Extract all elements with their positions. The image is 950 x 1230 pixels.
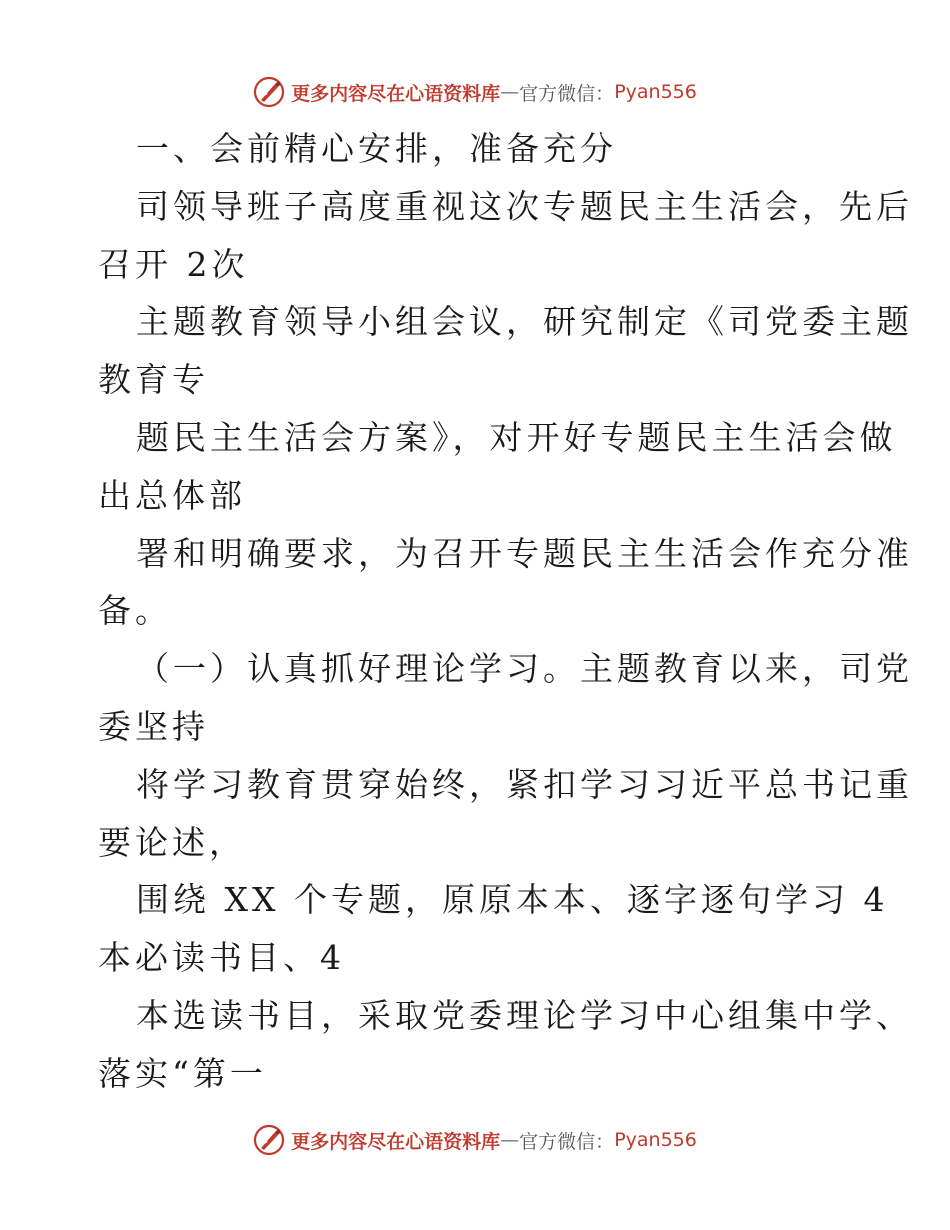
text-line: 围绕 XX 个专题，原原本本、逐字逐句学习 4 [136,880,889,920]
footer-banner [0,1120,950,1160]
banner-contact-label: 官方微信： [519,1130,615,1153]
text-line: 召开 2次 [98,244,249,284]
quill-pen-icon [253,1124,285,1156]
text-line: 署和明确要求，为召开专题民主生活会作充分准 [136,533,913,573]
banner-dash: — [500,1129,520,1151]
document-body [98,120,913,1103]
section-heading: 一、会前精心安排，准备充分 [136,129,617,168]
text-line: 本选读书目，采取党委理论学习中心组集中学、 [136,995,913,1035]
header-banner [0,72,950,112]
text-line: 落实“第一 [98,1053,267,1093]
text-line: 本必读书目、4 [98,938,345,978]
text-line: 要论述， [98,822,246,862]
banner-brand: 更多内容尽在心语资料库 [291,1130,501,1153]
subsection-line: （一）认真抓好理论学习。主题教育以来，司党 [136,649,913,689]
quill-pen-icon [253,76,285,108]
text-line: 主题教育领导小组会议，研究制定《司党委主题 [136,302,913,342]
text-line: 教育专 [98,360,209,400]
banner-dash: — [500,81,520,103]
banner-contact-label: 官方微信： [519,82,615,105]
banner-contact-id: Pyan556 [614,81,697,103]
text-line: 将学习教育贯穿始终，紧扣学习习近平总书记重 [136,764,913,804]
text-line: 出总体部 [98,475,246,515]
text-line: 题民主生活会方案》，对开好专题民主生活会做 [136,417,897,457]
text-line: 备。 [98,591,172,631]
banner-brand: 更多内容尽在心语资料库 [291,82,501,105]
text-line: 司领导班子高度重视这次专题民主生活会，先后 [136,186,913,226]
text-line: 委坚持 [98,706,209,746]
banner-contact-id: Pyan556 [614,1129,697,1151]
